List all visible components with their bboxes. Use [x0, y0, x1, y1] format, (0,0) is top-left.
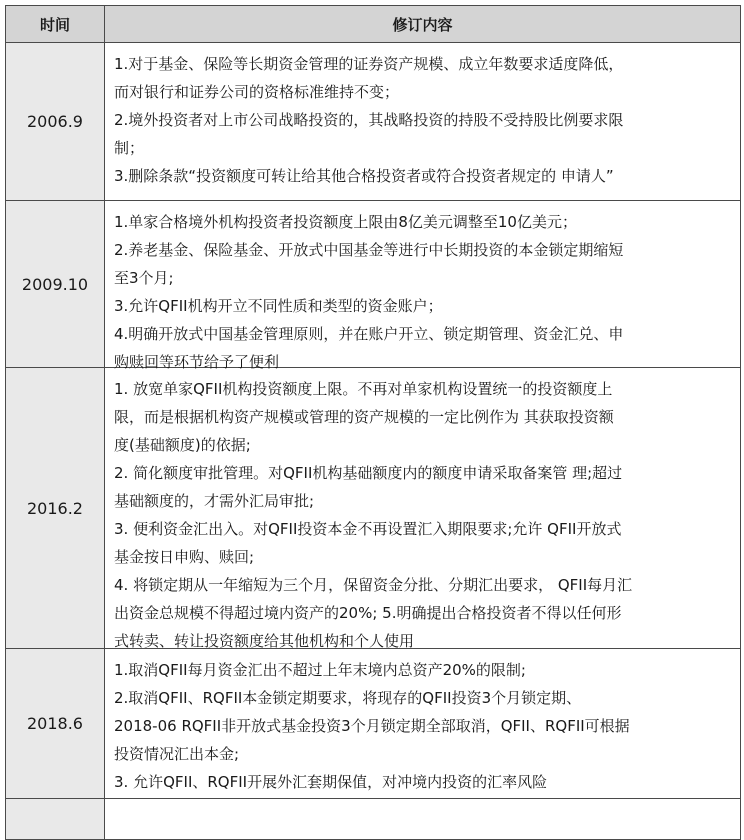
row-content [105, 368, 740, 648]
content-line: 3.删除条款“投资额度可转让给其他合格投资者或符合投资者规定的 申请人” [114, 167, 614, 185]
row-content [105, 201, 740, 371]
row-time: 2018.6 [6, 649, 105, 798]
table-row [6, 201, 740, 371]
content-line: 2.养老基金、保险基金、开放式中国基金等进行中长期投资的本金锁定期缩短 [114, 241, 624, 259]
row-content [105, 43, 740, 200]
content-line: 2.境外投资者对上市公司战略投资的，其战略投资的持股不受持股比例要求限 [114, 111, 624, 129]
content-line: 1.取消QFII每月资金汇出不超过上年末境内总资产20%的限制; [114, 661, 526, 679]
row-time: 2009.10 [6, 201, 105, 367]
table-row [6, 368, 740, 649]
content-line: 3. 允许QFII、RQFII开展外汇套期保值，对冲境内投资的汇率风险 [114, 773, 548, 791]
content-line: 1. 放宽单家QFII机构投资额度上限。不再对单家机构设置统一的投资额度上 [114, 380, 613, 398]
table-row [6, 43, 740, 201]
content-line: 投资情况汇出本金; [114, 745, 240, 763]
content-line: 基础额度的，才需外汇局审批; [114, 492, 315, 510]
content-line: 限，而是根据机构资产规模或管理的资产规模的一定比例作为 其获取投资额 [114, 408, 614, 426]
content-line: 至3个月; [114, 269, 174, 287]
row-content [105, 799, 740, 839]
content-line: 制； [114, 139, 145, 157]
header-content: 修订内容 [392, 15, 453, 34]
content-line: 3.允许QFII机构开立不同性质和类型的资金账户； [114, 297, 443, 315]
content-line: 1.单家合格境外机构投资者投资额度上限由8亿美元调整至10亿美元； [114, 213, 577, 231]
table-header [6, 6, 740, 43]
table-row [6, 799, 740, 839]
content-line: 基金按日申购、赎回; [114, 548, 255, 566]
content-line: 2018-06 RQFII非开放式基金投资3个月锁定期全部取消，QFII、RQFII可根据 [114, 717, 630, 735]
content-line: 3. 便利资金汇出入。对QFII投资本金不再设置汇入期限要求;允许 QFII开放式 [114, 520, 622, 538]
revision-table [5, 5, 741, 840]
row-time [6, 799, 105, 839]
table-row [6, 649, 740, 799]
content-line: 1.对于基金、保险等长期资金管理的证券资产规模、成立年数要求适度降低， [114, 55, 624, 73]
content-line: 2. 简化额度审批管理。对QFII机构基础额度内的额度申请采取备案管 理;超过 [114, 464, 623, 482]
content-line: 度(基础额度)的依据; [114, 436, 251, 454]
header-time: 时间 [6, 6, 105, 42]
row-content [105, 649, 740, 798]
content-line: 2.取消QFII、RQFII本金锁定期要求，将现存的QFII投资3个月锁定期、 [114, 689, 582, 707]
content-line: 式转卖、转让投资额度给其他机构和个人使用 [114, 632, 415, 650]
content-line: 出资金总规模不得超过境内资产的20%; 5.明确提出合格投资者不得以任何形 [114, 604, 622, 622]
content-line: 4.明确开放式中国基金管理原则，并在账户开立、锁定期管理、资金汇兑、申 [114, 325, 624, 343]
content-line: 购赎回等环节给予了便利 [114, 353, 280, 371]
row-time: 2006.9 [6, 43, 105, 200]
content-line: 4. 将锁定期从一年缩短为三个月，保留资金分批、分期汇出要求， QFII每月汇 [114, 576, 633, 594]
content-line: 而对银行和证券公司的资格标准维持不变； [114, 83, 400, 101]
row-time: 2016.2 [6, 368, 105, 648]
